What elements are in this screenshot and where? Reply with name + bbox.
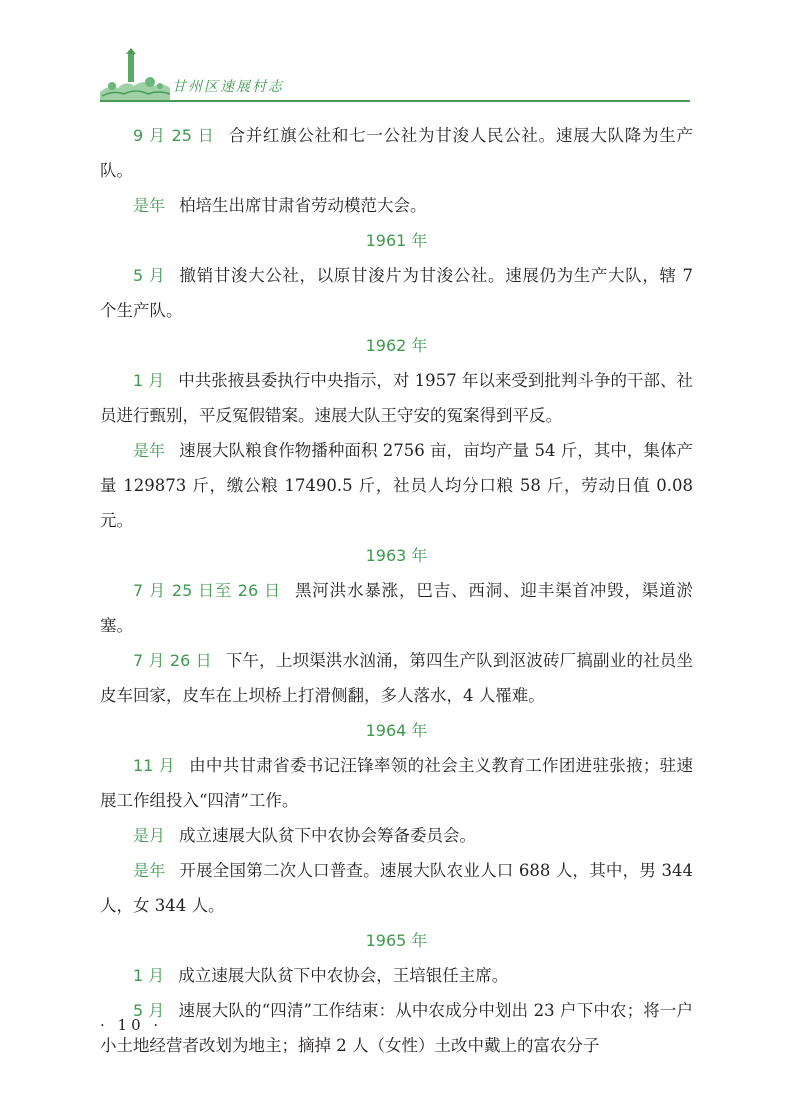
entry-date: 是年: [133, 861, 166, 880]
entry-date: 1 月: [133, 966, 165, 985]
entry: [100, 748, 693, 818]
entry-text: 下午，上坝渠洪水汹涌，第四生产队到沤波砖厂搞副业的社员坐皮车回家，皮车在上坝桥上打滑侧翻，多人落水，4 人罹难。: [100, 651, 693, 705]
entry-text: 中共张掖县委执行中央指示，对 1957 年以来受到批判斗争的干部、社员进行甄别，平反冤假错案。速展大队王守安的冤案得到平反。: [100, 371, 693, 425]
entry-date: 5 月: [133, 1001, 165, 1020]
entry-text: 黑河洪水暴涨，巴吉、西洞、迎丰渠首冲毁，渠道淤塞。: [100, 581, 693, 635]
header-divider: [100, 100, 690, 102]
entry-date: 1 月: [133, 371, 165, 390]
entry: [100, 818, 693, 853]
landscape-emblem-icon: [100, 48, 170, 100]
year-heading: 1963 年: [365, 546, 428, 565]
entry: [100, 433, 693, 538]
entry-date: 5 月: [133, 266, 166, 285]
header-title: 甘州区速展村志: [172, 79, 284, 95]
page-header: [100, 48, 690, 104]
entry: [100, 958, 693, 993]
entry: [100, 118, 693, 188]
year-heading: 1965 年: [365, 931, 428, 950]
entry-date: 11 月: [133, 756, 176, 775]
entry: [100, 363, 693, 433]
page-number: · 10 ·: [100, 1016, 163, 1034]
entry-date: 9 月 25 日: [133, 126, 215, 145]
entry-text: 成立速展大队贫下中农协会筹备委员会。: [179, 826, 477, 845]
entry-date: 是月: [133, 826, 166, 845]
entry-text: 柏培生出席甘肃省劳动模范大会。: [179, 196, 427, 215]
entry-text: 成立速展大队贫下中农协会，王培银任主席。: [178, 966, 509, 985]
year-heading: 1964 年: [365, 721, 428, 740]
chronicle-body: [100, 118, 693, 1063]
entry: [100, 188, 693, 223]
entry-date: 是年: [133, 196, 166, 215]
entry-date: 是年: [133, 441, 166, 460]
entry-text: 速展大队的“四清”工作结束：从中农成分中划出 23 户下中农；将一户小土地经营者改划为地主；摘掉 2 人（女性）土改中戴上的富农分子: [100, 1001, 693, 1055]
entry: [100, 643, 693, 713]
year-heading: 1961 年: [365, 231, 428, 250]
entry: [100, 853, 693, 923]
entry-text: 由中共甘肃省委书记汪锋率领的社会主义教育工作团进驻张掖；驻速展工作组投入“四清”工作。: [100, 756, 693, 810]
entry-text: 合并红旗公社和七一公社为甘浚人民公社。速展大队降为生产队。: [100, 126, 693, 180]
entry-text: 撤销甘浚大公社，以原甘浚片为甘浚公社。速展仍为生产大队，辖 7 个生产队。: [100, 266, 693, 320]
entry-date: 7 月 26 日: [133, 651, 212, 670]
entry: [100, 258, 693, 328]
entry-date: 7 月 25 日至 26 日: [133, 581, 281, 600]
entry-text: 速展大队粮食作物播种面积 2756 亩，亩均产量 54 斤，其中，集体产量 129873 斤，缴公粮 17490.5 斤，社员人均分口粮 58 斤，劳动日值 0.08 元。: [100, 441, 693, 530]
entry: [100, 573, 693, 643]
year-heading: 1962 年: [365, 336, 428, 355]
entry: [100, 993, 693, 1063]
entry-text: 开展全国第二次人口普查。速展大队农业人口 688 人，其中，男 344 人，女 344 人。: [100, 861, 693, 915]
